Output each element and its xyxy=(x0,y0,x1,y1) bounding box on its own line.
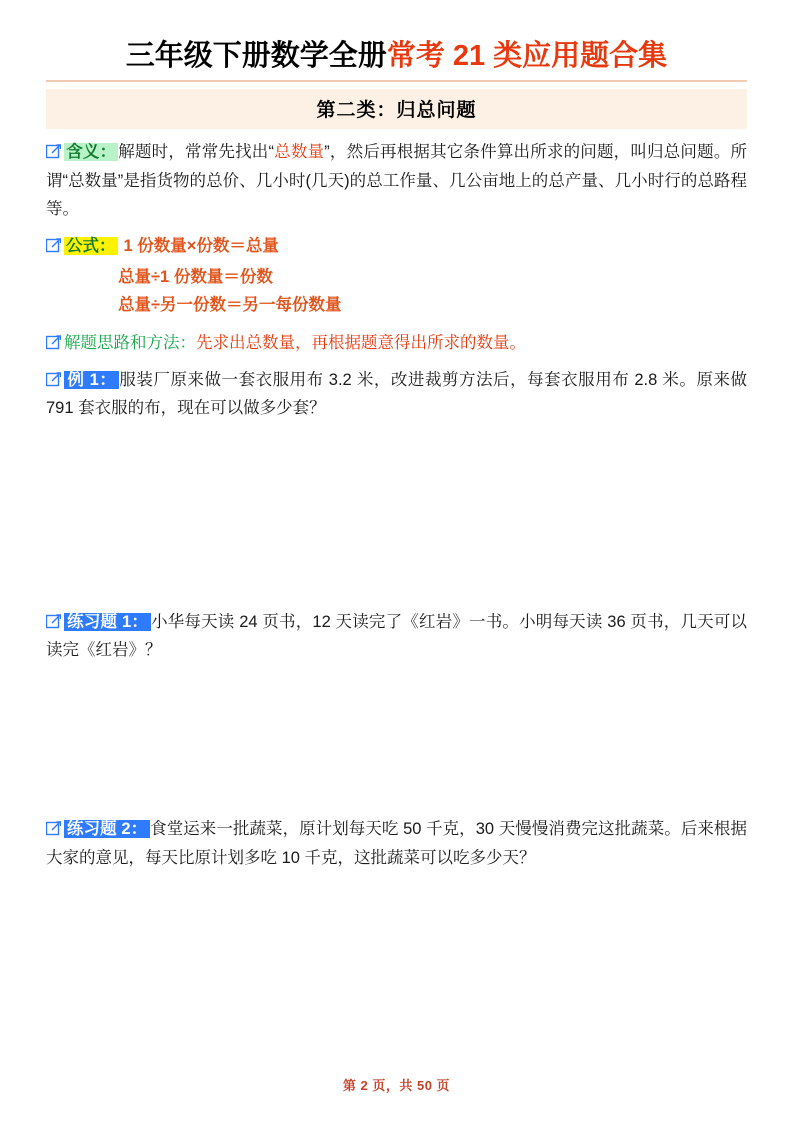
formula-label: 公式： xyxy=(66,237,116,256)
method-label: 解题思路和方法： xyxy=(64,333,196,352)
formula-heading-line xyxy=(46,232,747,260)
exercise-1-paragraph xyxy=(46,608,747,665)
section-heading-band xyxy=(46,89,747,129)
title-divider xyxy=(46,80,747,82)
exercise-1-text: 小华每天读 24 页书，12 天读完了《红岩》一书。小明每天读 36 页书，几天可以读完《红岩》？ xyxy=(46,612,748,659)
method-text: 先求出总数量，再根据题意得出所求的数量。 xyxy=(196,333,526,352)
example-1-label: 例 1： xyxy=(64,371,119,389)
page-title xyxy=(46,38,747,74)
page-title-red: 常考 21 类应用题合集 xyxy=(386,40,668,72)
exercise-2-paragraph xyxy=(46,815,747,872)
meaning-text-2: ”，然后再根据其它条件算出所求的问题，叫归总问题。所谓“总数量”是指货物的总价、几小时(几天)的总工作量、几公亩地上的总产量、几小时行的总路程等。 xyxy=(46,143,748,218)
meaning-label: 含义： xyxy=(66,143,117,162)
meaning-paragraph xyxy=(46,138,747,223)
example-1-paragraph xyxy=(46,366,747,423)
formula-block xyxy=(46,232,747,319)
formula-line-0: 1 份数量×份数＝总量 xyxy=(123,237,279,256)
exercise-1-label: 练习题 1： xyxy=(64,613,151,631)
page-title-black: 三年级下册数学全册 xyxy=(125,40,387,72)
example-1-block xyxy=(46,366,747,599)
exercise-1-block xyxy=(46,608,747,807)
note-icon xyxy=(46,372,61,387)
meaning-text-1: 解题时，常常先找出“ xyxy=(118,143,274,162)
formula-line-2: 总量÷另一份数＝另一每份数量 xyxy=(118,296,342,315)
example-1-text: 服装厂原来做一套衣服用布 3.2 米，改进裁剪方法后，每套衣服用布 2.8 米。原来做 791 套衣服的布，现在可以做多少套？ xyxy=(46,370,747,418)
note-icon xyxy=(46,335,61,350)
formula-line-1: 总量÷1 份数量＝份数 xyxy=(118,267,273,286)
note-icon xyxy=(46,614,61,629)
exercise-2-label: 练习题 2： xyxy=(64,820,150,838)
method-block xyxy=(46,329,747,357)
exercise-2-block xyxy=(46,815,747,992)
exercise-1-answer-space xyxy=(46,664,747,806)
note-icon xyxy=(46,144,61,159)
meaning-highlight: 总数量 xyxy=(273,143,325,162)
exercise-2-text: 食堂运来一批蔬菜，原计划每天吃 50 千克，30 天慢慢消费完这批蔬菜。后来根据大家的意见，每天比原计划多吃 10 千克，这批蔬菜可以吃多少天？ xyxy=(46,820,747,867)
formula-list xyxy=(46,263,747,320)
exercise-2-answer-space xyxy=(46,872,747,992)
method-paragraph xyxy=(46,329,747,357)
note-icon xyxy=(46,238,61,253)
page-footer: 第 2 页，共 50 页 xyxy=(342,1078,451,1093)
example-1-answer-space xyxy=(46,423,747,599)
section-heading: 第二类：归总问题 xyxy=(316,100,477,122)
note-icon xyxy=(46,821,61,836)
meaning-block xyxy=(46,138,747,223)
